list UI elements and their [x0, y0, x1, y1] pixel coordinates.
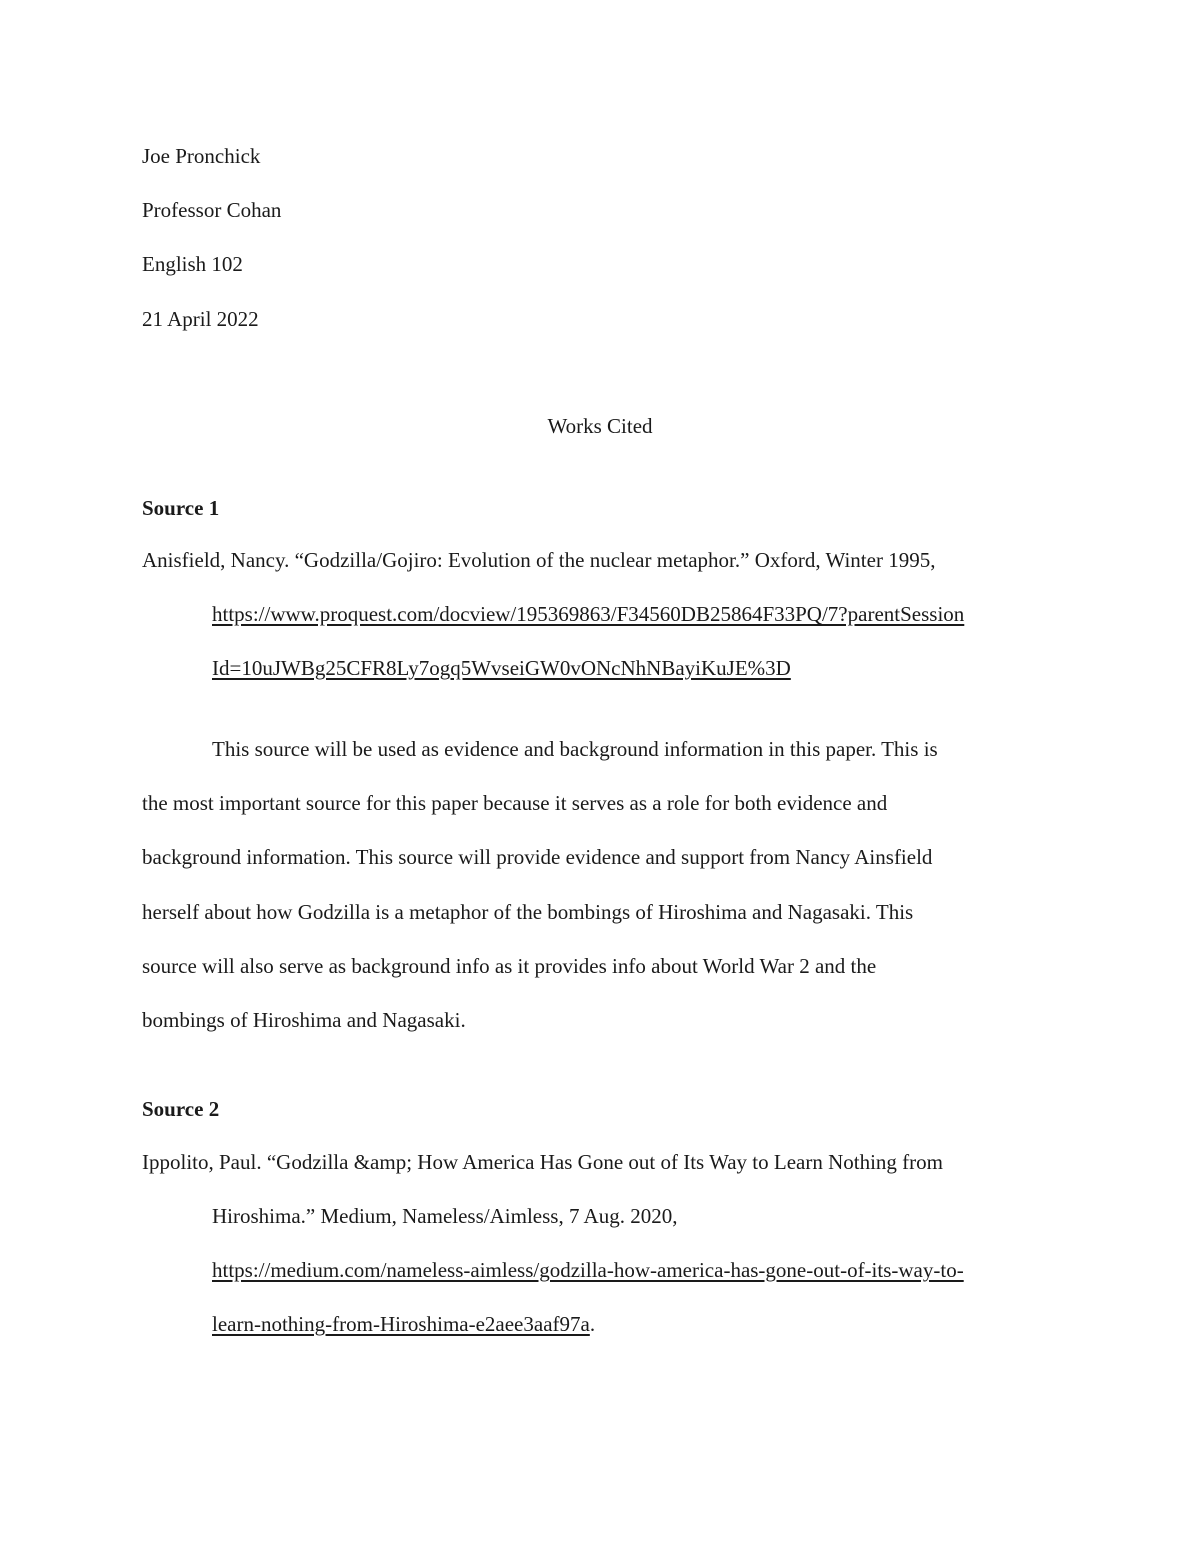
source-1-annotation-line: source will also serve as background info as it provides info about World War 2 and the [142, 954, 877, 978]
source-1-annotation-line: background information. This source will provide evidence and support from Nancy Ainsfield [142, 845, 933, 869]
source-1-annotation-line: bombings of Hiroshima and Nagasaki. [142, 1008, 466, 1032]
source-1-citation: Anisfield, Nancy. “Godzilla/Gojiro: Evolution of the nuclear metaphor.” Oxford, Winter 1995, [142, 548, 936, 572]
source-2-url-line-1[interactable]: https://medium.com/nameless-aimless/godzilla-how-america-has-gone-out-of-its-way-to- [212, 1258, 964, 1282]
page-title: Works Cited [547, 414, 653, 438]
source-1-annotation-line: the most important source for this paper because it serves as a role for both evidence and [142, 791, 888, 815]
source-2-citation-line-1: Ippolito, Paul. “Godzilla &amp; How America Has Gone out of Its Way to Learn Nothing from [142, 1150, 944, 1174]
source-2-url-line-2-wrapper [212, 1310, 595, 1338]
course-name: English 102 [142, 252, 243, 276]
source-1-annotation-line: herself about how Godzilla is a metaphor of the bombings of Hiroshima and Nagasaki. This [142, 900, 914, 924]
source-2-citation-line-2: Hiroshima.” Medium, Nameless/Aimless, 7 Aug. 2020, [212, 1204, 678, 1228]
source-2-url-line-2[interactable]: learn-nothing-from-Hiroshima-e2aee3aaf97a [212, 1312, 590, 1336]
paper-date: 21 April 2022 [142, 307, 259, 331]
source-1-url-line-2[interactable]: Id=10uJWBg25CFR8Ly7ogq5WvseiGW0vONcNhNBayiKuJE%3D [212, 656, 791, 680]
source-1-annotation-line: This source will be used as evidence and background information in this paper. This is [212, 737, 938, 761]
source-2-url-period: . [589, 1312, 596, 1336]
professor-name: Professor Cohan [142, 198, 282, 222]
source-2-heading: Source 2 [142, 1097, 220, 1121]
source-1-heading: Source 1 [142, 496, 220, 520]
source-1-url-line-1[interactable]: https://www.proquest.com/docview/195369863/F34560DB25864F33PQ/7?parentSession [212, 602, 965, 626]
author-name: Joe Pronchick [142, 144, 261, 168]
